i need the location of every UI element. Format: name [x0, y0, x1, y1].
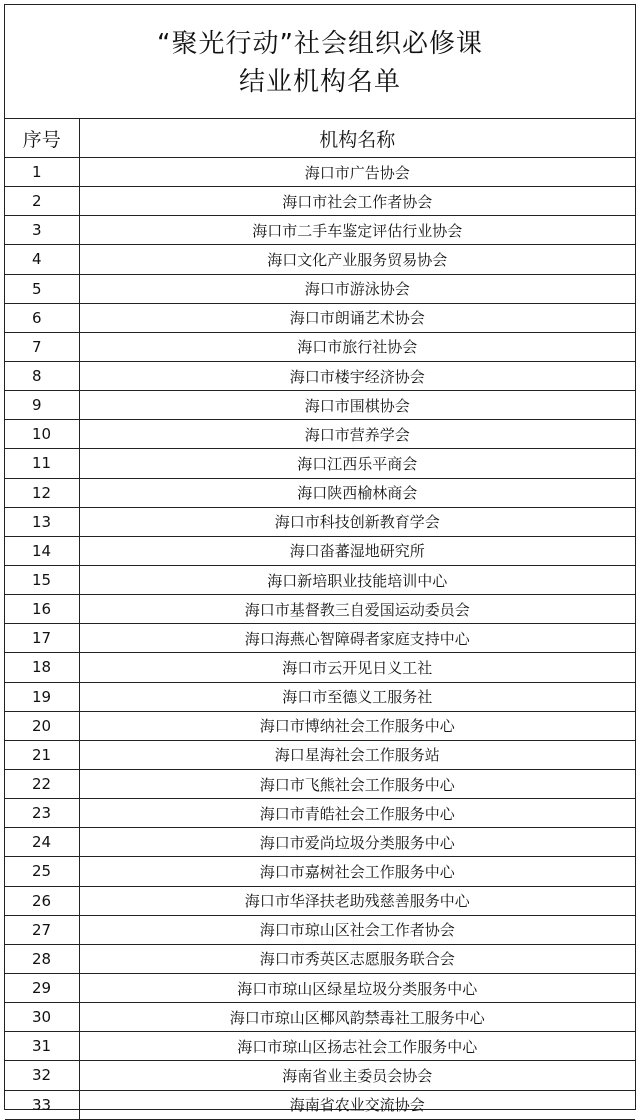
organization-name-cell: 海口市嘉树社会工作服务中心 [79, 857, 635, 886]
title-block [5, 5, 635, 119]
organization-name-cell: 海口市营养学会 [79, 420, 635, 449]
organization-name-cell: 海口市琼山区扬志社会工作服务中心 [79, 1032, 635, 1061]
table-row [5, 740, 635, 769]
table-row [5, 682, 635, 711]
row-index-cell: 21 [5, 740, 79, 769]
row-index-cell: 17 [5, 624, 79, 653]
row-index-cell: 25 [5, 857, 79, 886]
table-row [5, 158, 635, 187]
organization-name-cell: 海口市基督教三自爱国运动委员会 [79, 595, 635, 624]
organization-name-cell: 海口市秀英区志愿服务联合会 [79, 944, 635, 973]
table-row [5, 449, 635, 478]
table-row [5, 565, 635, 594]
row-index-cell: 2 [5, 187, 79, 216]
organization-name-cell: 海南省农业交流协会 [79, 1090, 635, 1119]
row-index-cell: 8 [5, 361, 79, 390]
row-index-cell: 4 [5, 245, 79, 274]
table-row [5, 1003, 635, 1032]
row-index-cell: 12 [5, 478, 79, 507]
table-row [5, 857, 635, 886]
table-row [5, 391, 635, 420]
row-index-cell: 1 [5, 158, 79, 187]
organization-name-cell: 海口市楼宇经济协会 [79, 361, 635, 390]
organization-name-cell: 海口市博纳社会工作服务中心 [79, 711, 635, 740]
row-index-cell: 7 [5, 332, 79, 361]
row-index-cell: 14 [5, 536, 79, 565]
row-index-cell: 16 [5, 595, 79, 624]
row-index-cell: 28 [5, 944, 79, 973]
table-row [5, 973, 635, 1002]
organization-name-cell: 海口海燕心智障碍者家庭支持中心 [79, 624, 635, 653]
table-row [5, 1032, 635, 1061]
table-row [5, 1061, 635, 1090]
organization-name-cell: 海口市青皓社会工作服务中心 [79, 799, 635, 828]
table-row [5, 361, 635, 390]
organization-name-cell: 海口市琼山区椰风韵禁毒社工服务中心 [79, 1003, 635, 1032]
table-row [5, 303, 635, 332]
organization-name-cell: 海口市游泳协会 [79, 274, 635, 303]
table-row [5, 624, 635, 653]
table-row [5, 886, 635, 915]
table-row [5, 332, 635, 361]
organization-name-cell: 海口陕西榆林商会 [79, 478, 635, 507]
row-index-cell: 13 [5, 507, 79, 536]
row-index-cell: 22 [5, 769, 79, 798]
row-index-cell: 10 [5, 420, 79, 449]
organization-name-cell: 海口市爱尚垃圾分类服务中心 [79, 828, 635, 857]
table-row [5, 478, 635, 507]
header-organization-name: 机构名称 [79, 119, 635, 158]
organization-name-cell: 海口市旅行社协会 [79, 332, 635, 361]
row-index-cell: 15 [5, 565, 79, 594]
organization-name-cell: 海口市社会工作者协会 [79, 187, 635, 216]
row-index-cell: 6 [5, 303, 79, 332]
organization-name-cell: 海口市广告协会 [79, 158, 635, 187]
row-index-cell: 31 [5, 1032, 79, 1061]
table-row [5, 915, 635, 944]
document-sheet [4, 4, 636, 1115]
organization-table [5, 119, 635, 1120]
row-index-cell: 30 [5, 1003, 79, 1032]
table-row [5, 653, 635, 682]
organization-name-cell: 海口市围棋协会 [79, 391, 635, 420]
organization-name-cell: 海口市至德义工服务社 [79, 682, 635, 711]
row-index-cell: 26 [5, 886, 79, 915]
table-row [5, 828, 635, 857]
table-row [5, 274, 635, 303]
table-row [5, 216, 635, 245]
table-row [5, 187, 635, 216]
organization-name-cell: 海口新培职业技能培训中心 [79, 565, 635, 594]
table-row [5, 944, 635, 973]
row-index-cell: 20 [5, 711, 79, 740]
document-title-line-2: 结业机构名单 [238, 67, 401, 97]
header-index: 序号 [5, 119, 79, 158]
row-index-cell: 18 [5, 653, 79, 682]
row-index-cell: 29 [5, 973, 79, 1002]
organization-name-cell: 海口畓蕃湿地研究所 [79, 536, 635, 565]
row-index-cell: 24 [5, 828, 79, 857]
table-row [5, 799, 635, 828]
table-header-row [5, 119, 635, 158]
row-index-cell: 5 [5, 274, 79, 303]
table-row [5, 420, 635, 449]
table-row [5, 507, 635, 536]
row-index-cell: 19 [5, 682, 79, 711]
organization-name-cell: 海口文化产业服务贸易协会 [79, 245, 635, 274]
organization-name-cell: 海口市琼山区社会工作者协会 [79, 915, 635, 944]
row-index-cell: 27 [5, 915, 79, 944]
organization-name-cell: 海口市飞熊社会工作服务中心 [79, 769, 635, 798]
organization-name-cell: 海口市华泽扶老助残慈善服务中心 [79, 886, 635, 915]
organization-name-cell: 海口江西乐平商会 [79, 449, 635, 478]
table-row [5, 711, 635, 740]
table-row [5, 769, 635, 798]
organization-name-cell: 海口星海社会工作服务站 [79, 740, 635, 769]
organization-name-cell: 海口市云开见日义工社 [79, 653, 635, 682]
organization-name-cell: 海南省业主委员会协会 [79, 1061, 635, 1090]
table-row [5, 536, 635, 565]
table-row [5, 595, 635, 624]
organization-name-cell: 海口市琼山区绿星垃圾分类服务中心 [79, 973, 635, 1002]
organization-name-cell: 海口市朗诵艺术协会 [79, 303, 635, 332]
row-index-cell: 3 [5, 216, 79, 245]
organization-name-cell: 海口市科技创新教育学会 [79, 507, 635, 536]
table-row [5, 245, 635, 274]
organization-name-cell: 海口市二手车鉴定评估行业协会 [79, 216, 635, 245]
row-index-cell: 23 [5, 799, 79, 828]
row-index-cell: 11 [5, 449, 79, 478]
row-index-cell: 33 [5, 1090, 79, 1119]
row-index-cell: 32 [5, 1061, 79, 1090]
document-title-line-1: “聚光行动”社会组织必修课 [157, 29, 483, 59]
row-index-cell: 9 [5, 391, 79, 420]
